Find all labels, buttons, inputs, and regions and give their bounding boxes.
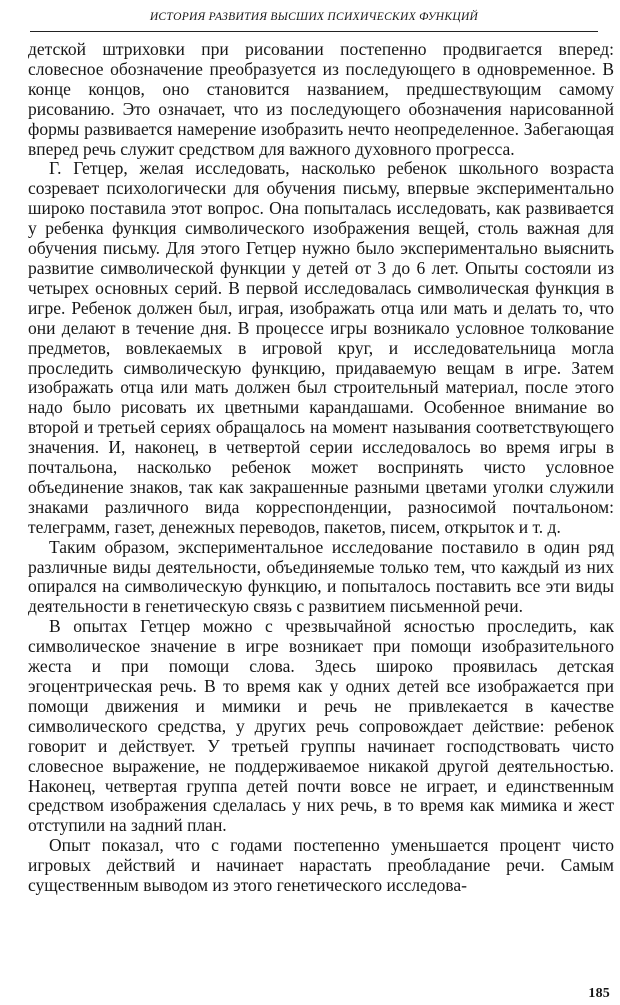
paragraph-3: Таким образом, экспериментальное исследование поставило в один ряд различные виды деятельности, объединяемые только тем, что каждый из них опирался на символическую функцию, и попыталось поставить все эти виды деятельности в генетическую связь с развитием письменной речи. xyxy=(28,536,614,617)
paragraph-4: В опытах Гетцер можно с чрезвычайной ясностью проследить, как символическое значение в игре возникает при помощи изобразительного жеста и при помощи слова. Здесь широко проявилась детская эгоцентрическая речь. В то время как у одних детей все изображается при помощи движения и мимики и речь не привлекается в качестве символического средства, у других речь сопровождает действие: ребенок говорит и действует. У третьей группы начинает господствовать чисто словесное выражение, не поддерживаемое никакой другой деятельностью. Наконец, четвертая группа детей почти вовсе не играет, и единственным средством изображения сделалась у них речь, в то время как мимика и жест отступили на задний план. xyxy=(28,616,614,836)
paragraph-5: Опыт показал, что с годами постепенно уменьшается процент чисто игровых действий и начинает нарастать преобладание речи. Самым существенным выводом из этого генетического исследова- xyxy=(28,835,614,896)
page-number: 185 xyxy=(588,986,610,1001)
running-head: ИСТОРИЯ РАЗВИТИЯ ВЫСШИХ ПСИХИЧЕСКИХ ФУНКЦИЙ xyxy=(30,4,598,32)
paragraph-1-continued: детской штриховки при рисовании постепенно продвигается вперед: словесное обозначение преобразуется из последующего в одновременное. В конце концов, оно становится названием, предшествующим самому рисованию. Это означает, что из последующего обозначения нарисованной формы развивается намерение изобразить нечто неопределенное. Забегающая вперед речь служит средством для важного духовного прогресса. xyxy=(28,39,614,159)
paragraph-2: Г. Гетцер, желая исследовать, насколько ребенок школьного возраста созревает психологически для обучения письму, впервые экспериментально широко поставила этот вопрос. Она попыталась исследовать, как развивается у ребенка функция символического изображения вещей, столь важная для обучения письму. Для этого Гетцер нужно было экспериментально выяснить развитие символической функции у детей от 3 до 6 лет. Опыты состояли из четырех основных серий. В первой исследовалась символическая функция в игре. Ребенок должен был, играя, изображать отца или мать и делать то, что они делают в течение дня. В процессе игры возникало условное толкование предметов, вовлекаемых в игровой круг, и исследовательница могла проследить символическую функцию, придаваемую вещам в игре. Затем изображать отца или мать должен был строительный материал, после этого надо было рисовать их цветными карандашами. Особенное внимание во второй и третьей сериях обращалось на момент называния соответствующего значения. И, наконец, в четвертой серии исследовалось во время игры в почтальона, насколько ребенок может воспринять чисто условное объединение знаков, так как закрашенные разными цветами уголки служили знаками различного вида корреспонденции, разносимой почтальоном: телеграмм, газет, денежных переводов, пакетов, писем, открыток и т. д. xyxy=(28,158,614,537)
body-text xyxy=(28,40,614,896)
